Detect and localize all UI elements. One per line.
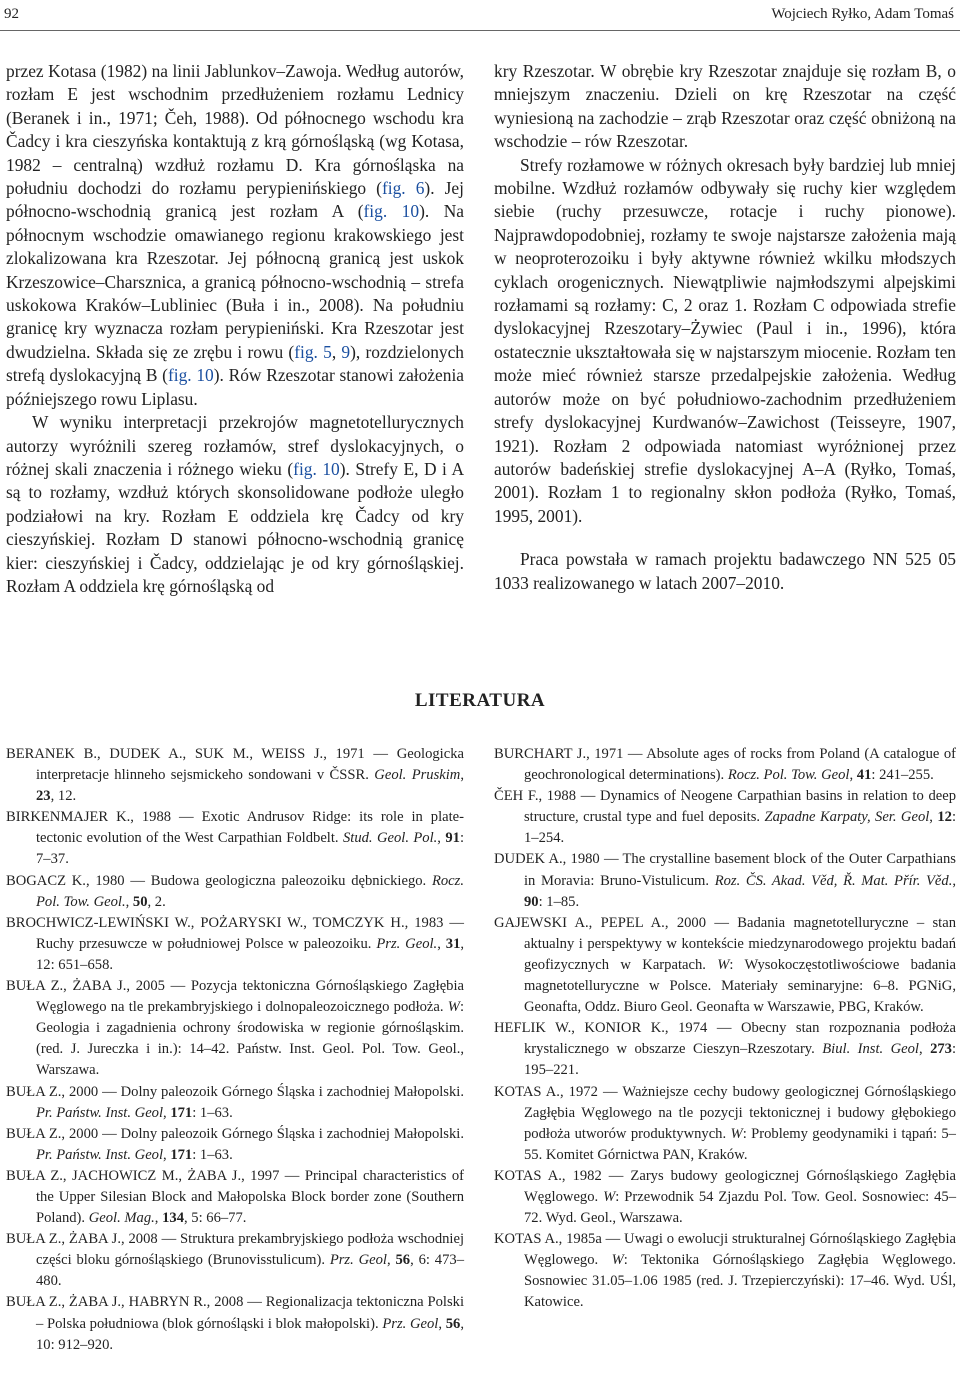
reference-authors: KOTAS A., 1985a [494,1231,602,1248]
body-paragraph [494,60,956,154]
reference-dash: — [623,746,647,762]
page-header [0,0,960,31]
reference-authors: BROCHWICZ-LEWIŃSKI W., POŻARYSKI W., TOMCZYK H., 1983 [6,914,444,931]
reference-dash: — [171,809,202,826]
reference-journal: W [603,1188,616,1205]
reference-pages: : 7–37. [36,830,464,868]
reference-authors: BUŁA Z., ŻABA J., 2005 [6,978,165,995]
paragraph-text: ). Strefy E, D i A są to rozłamy, wzdłuż których skonsolidowane podłoże uległo podziałowi na kry. Rozłam E oddziela krę Čadcy od kry cieszyńskiej. Rozłam D stanowi północno-wschodnią granicę kier: cieszyńskiej i Čadcy, oddzielając je od kry górnośląskiej. Rozłam A oddziela krę górnośląską od [6,458,464,596]
figure-reference-link[interactable]: 9 [341,341,351,362]
reference-pages: : 1–63. [192,1146,233,1163]
reference-entry [494,1229,956,1313]
reference-dash: — [98,1083,121,1100]
reference-title: Principal characteristics of the Upper Silesian Block and Małopolska Block border zone (Southern Poland). [36,1167,464,1227]
paragraph-text: W wyniku interpretacji przekrojów magnetotellurycznych autorzy wyróżnili szereg rozłamów, stref dyslokacyjnych, o różnej skali znaczenia i różnego wieku ( [6,412,464,479]
reference-authors: HEFLIK W., KONIOR K., 1974 [494,1020,708,1037]
reference-entry: BERANEK B., DUDEK A., SUK M., WEISS J., 1971 — Geologicka interpretacje hlinneho sejsmickeho sondowani v ČSSR. Geol. Pruskim, 23, 12. [6,746,464,805]
reference-pages: , 5: 66–77. [183,1210,247,1227]
paragraph-text: Strefy rozłamowe w różnych okresach były bardziej lub mniej mobilne. Wzdłuż rozłamów odbywały się ruchy kier względem siebie (ruchy przesuwcze, rotacje i ruchy pionowe). Najprawdopodobniej, rozłamy te swoje najstarsze założenia mają w neoproterozoiku i były aktywne również wkilku młodszych cyklach orogenicznych. Niewątpliwie najmłodszymi alpejskimi rozłamami są rozłamy: C, 2 oraz 1. Rozłam C odpowiada strefie dyslokacyjnej Rzeszotary–Żywiec (Paul i in., 1996), która ostatecznie ukształtowała się w najstarszym miocenie. Rozłam ten może mieć również starsze przedalpejskie założenia. Według autorów może on być południowo-zachodnim przedłużeniem strefy dyslokacyjnej Kurdwanów–Zawichost (Teisseyre, 1907, 1921). Rozłam 2 odpowiada natomiast wyróżnionej przez autorów badeńskiej strefie dyslokacyjnej A–A (Ryłko, Tomaś, 2001). Rozłam 1 to regionalny skłon podłoża (Ryłko, Tomaś, 1995, 2001). [494,154,956,526]
body-column-right [494,60,956,595]
reference-entry: BUŁA Z., 2000 — Dolny paleozoik Górnego Śląska i zachodniej Małopolski. Pr. Państw. Inst. Geol, 171: 1–63. [6,1083,464,1121]
reference-title: Pozycja tektoniczna Górnośląskiego Zagłębia Węglowego na tle prekambryjskiego i dolnopaleozoicznego podłoża. [36,978,465,1016]
reference-title: Dynamics of Neogene Carpathian basins in relation to deep structure, crustal type and fuel deposits. [524,788,956,826]
reference-entry: BROCHWICZ-LEWIŃSKI W., POŻARYSKI W., TOMCZYK H., 1983 — Ruchy przesuwcze w południowej Polsce w paleozoiku. Prz. Geol., 31, 12: 651–658. [6,914,465,973]
reference-authors: DUDEK A., 1980 [494,851,600,868]
figure-reference-link[interactable]: fig. 6 [381,178,425,199]
reference-dash: — [98,1125,121,1142]
reference-pages: , 12: 651–658. [36,935,465,973]
reference-entry: DUDEK A., 1980 — The crystalline basement block of the Outer Carpathians in Moravia: Bruno-Vistulicum. Roz. ČS. Akad. Věd, Ř. Mat. Přír. Věd., 90: 1–85. [494,851,956,910]
reference-volume: 134 [162,1210,184,1227]
reference-title: The crystalline basement block of the Outer Carpathians in Moravia: Bruno-Vistulicum. [524,851,956,889]
reference-volume: 171 [170,1104,193,1121]
body-paragraph [6,60,464,411]
reference-entry [6,976,464,1081]
reference-title: Geologicka interpretacje hlinneho sejsmickeho sondowani v ČSSR. [36,746,464,784]
reference-journal: W [447,999,460,1016]
reference-pages: : Geologia i zagadnienia ochrony środowiska w regionie górnośląskim. (red. J. Jureczka i in.): 14–42. Państw. Inst. Geol. Pol. Tow. Geol., Warszawa. [36,999,464,1079]
reference-journal: Prz. Geol [329,1252,387,1269]
reference-entry: BOGACZ K., 1980 — Budowa geologiczna paleozoiku dębnickiego. Rocz. Pol. Tow. Geol., 50, 2. [6,872,464,910]
reference-pages: , 2. [147,893,166,910]
reference-journal: Rocz. Pol. Tow. Geol [727,767,850,784]
reference-authors: BUŁA Z., JACHOWICZ M., ŻABA J., 1997 [6,1167,280,1184]
reference-pages: : Przewodnik 54 Zjazdu Pol. Tow. Geol. Sosnowiec: 45–72. Wyd. Geol., Warszawa. [524,1188,956,1227]
paragraph-text: kry Rzeszotar. W obrębie kry Rzeszotar znajduje się rozłam B, o mniejszym znaczeniu. Dzieli on krę Rzeszotar na część wyniesioną na zachodzie – zrąb Rzeszotar oraz część obniżoną na wschodzie – rów Rzeszotar. [494,61,956,152]
reference-dash: — [364,746,397,762]
reference-title: Uwagi o ewolucji strukturalnej Górnośląskiego Zagłębia Węglowego. [524,1231,956,1269]
body-paragraph [494,154,956,529]
reference-journal: Geol. Pruskim [374,767,461,784]
figure-reference-link[interactable]: fig. 5 [294,341,332,362]
references-column-left [6,744,464,1356]
reference-volume: 56 [395,1252,411,1269]
running-head: Wojciech Ryłko, Adam Tomaś [771,6,954,22]
reference-pages: : 1–254. [524,809,957,847]
reference-title: Obecny stan rozpoznania podłoża krystalicznego w obszarze Cieszyn–Rzeszotary. [524,1020,957,1058]
reference-authors: BOGACZ K., 1980 [6,872,125,889]
reference-entry: HEFLIK W., KONIOR K., 1974 — Obecny stan rozpoznania podłoża krystalicznego w obszarze Cieszyn–Rzeszotary. Biul. Inst. Geol, 273: 195–221. [494,1020,957,1079]
reference-pages: : Wysokoczęstotliwościowe badania magnetotelluryczne w Polsce. Materiały seminaryjne: 6–8. PGNiG, Geonafta, Oddz. Biuro Geol. Geonafta w Warszawie, PBG, Kraków. [524,956,957,1016]
reference-entry: BUŁA Z., 2000 — Dolny paleozoik Górnego Śląska i zachodniej Małopolski. Pr. Państw. Inst. Geol, 171: 1–63. [6,1125,464,1163]
reference-title: Zarys budowy geologicznej Górnośląskiego Zagłębia Węglowego. [524,1167,957,1205]
reference-title: Dolny paleozoik Górnego Śląska i zachodniej Małopolski. [120,1125,464,1142]
reference-pages: : 1–85. [538,893,580,910]
paragraph-text: ). Jej północno-wschodnią granicą jest rozłam A ( [6,178,464,222]
reference-journal: Geol. Mag. [88,1210,155,1227]
reference-journal: W [730,1125,743,1142]
reference-title: Absolute ages of rocks from Poland (A catalogue of geochronological determinations). [524,746,956,784]
reference-authors: BIRKENMAJER K., 1988 [6,809,172,826]
reference-journal: W [611,1252,624,1269]
reference-dash: — [124,872,151,889]
reference-entry: BURCHART J., 1971 — Absolute ages of rocks from Poland (A catalogue of geochronological determinations). Rocz. Pol. Tow. Geol, 41: 241–255. [494,746,956,784]
reference-dash: — [707,1020,741,1037]
figure-reference-link[interactable]: fig. 10 [167,365,214,386]
reference-authors: BUŁA Z., 2000 [6,1083,99,1100]
reference-volume: 171 [170,1146,193,1163]
reference-journal: Pr. Państw. Inst. Geol [36,1146,164,1163]
reference-title: Badania magnetotelluryczne – stan aktualny i perspektywy w kontekście miedzynarodowego projektu badań geofizycznych w Karpatach. [524,914,957,973]
reference-pages: : 241–255. [871,767,934,784]
reference-volume: 12 [937,809,952,826]
reference-dash: — [576,788,600,805]
reference-volume: 91 [445,830,460,847]
reference-journal: Prz. Geol. [376,935,438,952]
paragraph-text: przez Kotasa (1982) na linii Jablunkov–Zawoja. Według autorów, rozłam E jest wschodnim przedłużeniem rozłamu Lednicy (Beranek i in., 1971; Čeh, 1988). Od północnego wschodu kra Čadcy i kra cieszyńska kontaktują z krą górnośląską (wg Kotasa, 1982 – centralną) wzdłuż rozłamu D. Kra górnośląska na południu dochodzi do rozłamu perypienińskiego ( [6,61,464,199]
reference-authors: BERANEK B., DUDEK A., SUK M., WEISS J., 1971 [6,746,365,762]
reference-journal: Stud. Geol. Pol. [342,830,438,847]
reference-authors: KOTAS A., 1982 [494,1167,602,1184]
reference-volume: 23 [36,788,51,805]
reference-pages: : Tektonika Górnośląskiego Zagłębia Węglowego. Sosnowiec 31.05–1.06 1985 (red. J. Trzepierczyński): 17–46. Wyd. UŚl, Katowice. [524,1252,956,1311]
reference-journal: Biul. Inst. Geol [822,1041,919,1058]
reference-volume: 41 [856,767,872,784]
reference-authors: BUŁA Z., 2000 [6,1125,99,1142]
reference-title: Dolny paleozoik Górnego Śląska i zachodniej Małopolski. [120,1083,464,1100]
reference-authors: GAJEWSKI A., PEPEL A., 2000 [494,914,707,931]
paragraph-text: ). Na północnym wschodzie omawianego regionu krakowskiego jest zlokalizowana kra Rzeszotar. Jej północną granicą jest uskok Krzeszowice–Charsznica, a granicą północno-wschodnią – strefa uskokowa Kraków–Lubliniec (Buła i in., 2008). Na południu granicę kry wyznacza rozłam perypieniński. Kra Rzeszotar jest dwudzielna. Składa się ze zrębu i rowu ( [6,201,465,362]
reference-journal: Rocz. Pol. Tow. Geol. [36,872,464,910]
reference-entry: BUŁA Z., ŻABA J., 2008 — Struktura prekambryjskiego podłoża wschodniej części bloku górnośląskiego (Brunovisstulicum). Prz. Geol, 56, 6: 473–480. [6,1231,465,1290]
reference-dash: — [157,1231,181,1248]
reference-title: Ruchy przesuwcze w południowej Polsce w paleozoiku. [36,935,372,952]
reference-authors: ČEH F., 1988 [494,788,576,805]
reference-volume: 90 [524,893,539,910]
reference-volume: 50 [132,893,148,910]
reference-pages: , 12. [50,788,77,805]
reference-entry [494,913,956,1018]
reference-dash: — [601,1231,625,1248]
reference-entry [494,1082,956,1166]
reference-volume: 56 [445,1315,461,1332]
reference-title: Regionalizacja tektoniczna Polski – Polska południowa (blok górnośląski i blok małopolski). [36,1294,465,1332]
reference-dash: — [601,1167,631,1184]
reference-authors: KOTAS A., 1972 [494,1083,598,1100]
reference-entry: BUŁA Z., ŻABA J., HABRYN R., 2008 — Regionalizacja tektoniczna Polski – Polska południowa (blok górnośląski i blok małopolski). Prz. Geol, 56, 10: 912–920. [6,1294,465,1353]
reference-journal: Zapadne Karpaty, Ser. Geol [764,809,930,826]
reference-title: Ważniejsze cechy budowy geologicznej Górnośląskiego Zagłębia Węglowego na tle pozycji tektonicznej i budowy głębokiego podłoża utworów produktywnych. [524,1083,956,1142]
reference-journal: Prz. Geol [382,1315,439,1332]
reference-title: Budowa geologiczna paleozoiku dębnickiego. [150,872,427,889]
body-paragraph [6,411,464,598]
reference-pages: : Problemy geodynamiki i tąpań: 5–55. Komitet Górnictwa PAN, Kraków. [524,1125,956,1163]
figure-reference-link[interactable]: fig. 10 [293,458,340,479]
reference-entry: BUŁA Z., JACHOWICZ M., ŻABA J., 1997 — Principal characteristics of the Upper Silesian Block and Małopolska Block border zone (Southern Poland). Geol. Mag., 134, 5: 66–77. [6,1167,464,1227]
reference-journal: Pr. Państw. Inst. Geol [36,1104,164,1121]
reference-entry: ČEH F., 1988 — Dynamics of Neogene Carpathian basins in relation to deep structure, crustal type and fuel deposits. Zapadne Karpaty, Ser. Geol, 12: 1–254. [494,788,957,847]
reference-pages: : 195–221. [524,1041,957,1079]
reference-dash: — [599,851,623,868]
reference-dash: — [706,914,738,931]
reference-dash: — [164,978,191,995]
references-column-right [494,744,956,1314]
body-paragraph [494,548,956,595]
reference-dash: — [243,1294,266,1311]
reference-authors: BURCHART J., 1971 [494,746,624,762]
reference-volume: 273 [930,1041,952,1058]
reference-authors: BUŁA Z., ŻABA J., 2008 [6,1231,158,1248]
reference-pages: , 10: 912–920. [36,1315,464,1353]
section-title-literatura: LITERATURA [414,690,546,711]
reference-entry [494,1166,956,1229]
reference-dash: — [443,914,464,931]
reference-entry: BIRKENMAJER K., 1988 — Exotic Andrusov Ridge: its role in plate-tectonic evolution of the West Carpathian Foldbelt. Stud. Geol. Pol., 91: 7–37. [6,809,465,868]
reference-dash: — [279,1167,305,1184]
reference-title: Exotic Andrusov Ridge: its role in plate-tectonic evolution of the West Carpathian Foldbelt. [36,809,465,847]
reference-authors: BUŁA Z., ŻABA J., HABRYN R., 2008 [6,1294,244,1311]
paragraph-text: Praca powstała w ramach projektu badawczego NN 525 05 1033 realizowanego w latach 2007–2010. [494,549,956,593]
reference-title: Struktura prekambryjskiego podłoża wschodniej części bloku górnośląskiego (Brunovisstulicum). [36,1231,465,1269]
reference-volume: 31 [445,935,461,952]
body-column-left [6,60,464,598]
reference-dash: — [597,1083,623,1100]
paragraph-text: , [331,341,342,362]
page-number: 92 [4,6,19,22]
reference-pages: , 6: 473–480. [36,1252,464,1290]
reference-journal: W [717,956,730,973]
paragraph-text: ). Rów Rzeszotar stanowi założenia późniejszego rowu Liplasu. [6,365,464,409]
paragraph-text: ), rozdzielonych strefą dyslokacyjną B ( [6,341,464,386]
reference-pages: : 1–63. [192,1104,233,1121]
figure-reference-link[interactable]: fig. 10 [363,201,420,222]
reference-journal: Roz. ČS. Akad. Věd, Ř. Mat. Přír. Věd. [714,872,953,889]
